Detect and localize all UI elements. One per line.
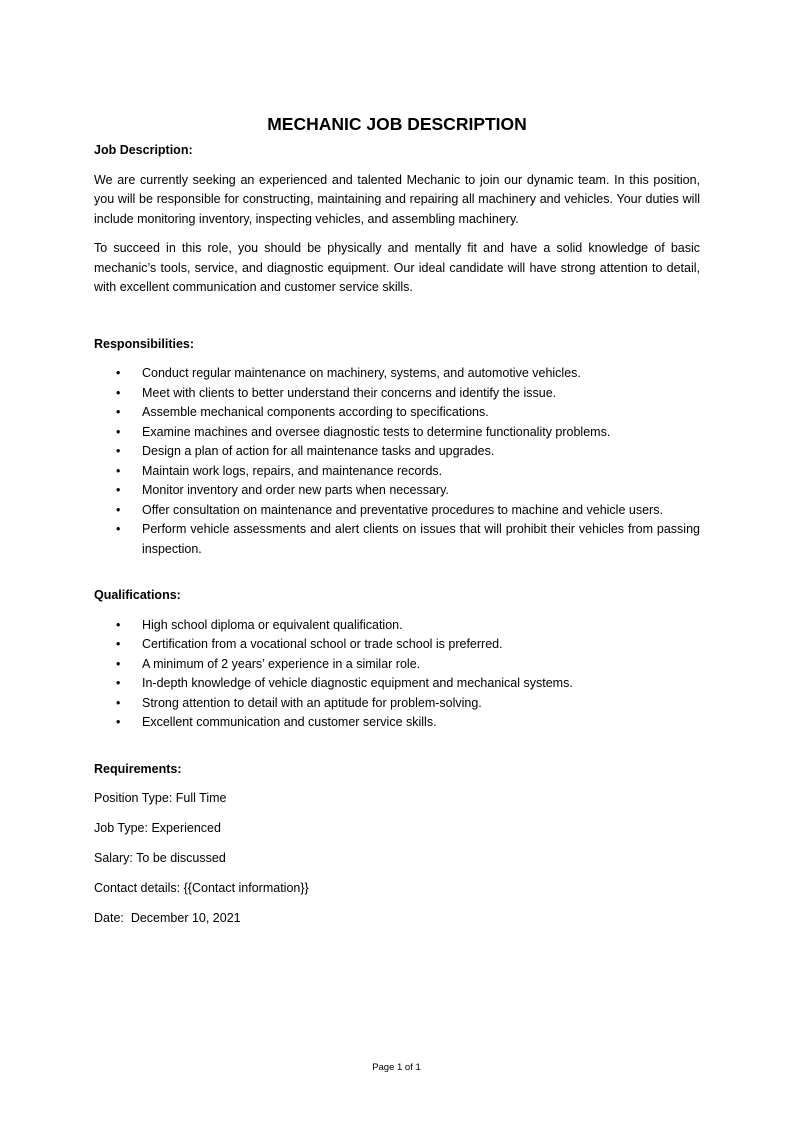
salary: Salary: To be discussed	[94, 851, 226, 865]
qualifications-heading: Qualifications:	[94, 588, 181, 602]
list-item: • Conduct regular maintenance on machinery, systems, and automotive vehicles.	[94, 364, 700, 384]
document-body	[94, 112, 700, 939]
bullet-icon: •	[116, 463, 121, 478]
bullet-icon: •	[116, 715, 121, 729]
bullet-icon: •	[116, 695, 121, 710]
responsibilities-heading: Responsibilities:	[94, 336, 195, 351]
job-type: Job Type: Experienced	[94, 821, 221, 835]
bullet-icon: •	[116, 637, 121, 651]
list-item: • Perform vehicle assessments and alert clients on issues that will prohibit their vehicles from passing inspection.	[116, 522, 700, 556]
bullet-icon: •	[116, 405, 121, 419]
list-item: • Examine machines and oversee diagnostic tests to determine functionality problems.	[94, 423, 700, 443]
bullet-icon: •	[116, 385, 121, 400]
bullet-icon: •	[116, 656, 121, 671]
responsibilities-list	[94, 364, 700, 559]
bullet-icon: •	[116, 617, 121, 632]
list-item: • Excellent communication and customer service skills.	[94, 713, 700, 733]
list-item: • High school diploma or equivalent qualification.	[94, 616, 700, 636]
position-type: Position Type: Full Time	[94, 791, 227, 805]
bullet-icon: •	[116, 522, 121, 536]
list-item: • Assemble mechanical components according to specifications.	[94, 403, 700, 423]
document-title: MECHANIC JOB DESCRIPTION	[267, 114, 527, 134]
bullet-icon: •	[116, 366, 121, 380]
list-item: • Offer consultation on maintenance and preventative procedures to machine and vehicle users.	[94, 501, 700, 521]
job-description-paragraph-1: We are currently seeking an experienced and talented Mechanic to join our dynamic team. In this position, you will be responsible for constructing, maintaining and repairing all machinery and vehicles. Your duties will include monitoring inventory, inspecting vehicles, and assembling machinery.	[94, 172, 700, 226]
list-item: • Meet with clients to better understand their concerns and identify the issue.	[94, 384, 700, 404]
requirements-heading: Requirements:	[94, 761, 182, 776]
bullet-icon: •	[116, 424, 121, 439]
list-item: • Maintain work logs, repairs, and maintenance records.	[94, 462, 700, 482]
list-item: • Design a plan of action for all maintenance tasks and upgrades.	[94, 442, 700, 462]
page-footer: Page 1 of 1	[372, 1062, 421, 1073]
bullet-icon: •	[116, 502, 121, 517]
list-item: • A minimum of 2 years’ experience in a similar role.	[94, 655, 700, 675]
contact-details: Contact details: {{Contact information}}	[94, 881, 309, 895]
list-item: • Monitor inventory and order new parts when necessary.	[94, 481, 700, 501]
list-item: • Certification from a vocational school or trade school is preferred.	[94, 635, 700, 655]
bullet-icon: •	[116, 676, 121, 690]
date: Date: December 10, 2021	[94, 911, 241, 925]
job-description-heading: Job Description:	[94, 143, 193, 157]
bullet-icon: •	[116, 483, 121, 497]
list-item: • Strong attention to detail with an aptitude for problem-solving.	[94, 694, 700, 714]
job-description-paragraph-2: To succeed in this role, you should be physically and mentally fit and have a solid knowledge of basic mechanic’s tools, service, and diagnostic equipment. Our ideal candidate will have strong attention to detail, with excellent communication and customer service skills.	[94, 241, 700, 294]
list-item: • In-depth knowledge of vehicle diagnostic equipment and mechanical systems.	[94, 674, 700, 694]
bullet-icon: •	[116, 444, 121, 458]
qualifications-list	[94, 616, 700, 733]
